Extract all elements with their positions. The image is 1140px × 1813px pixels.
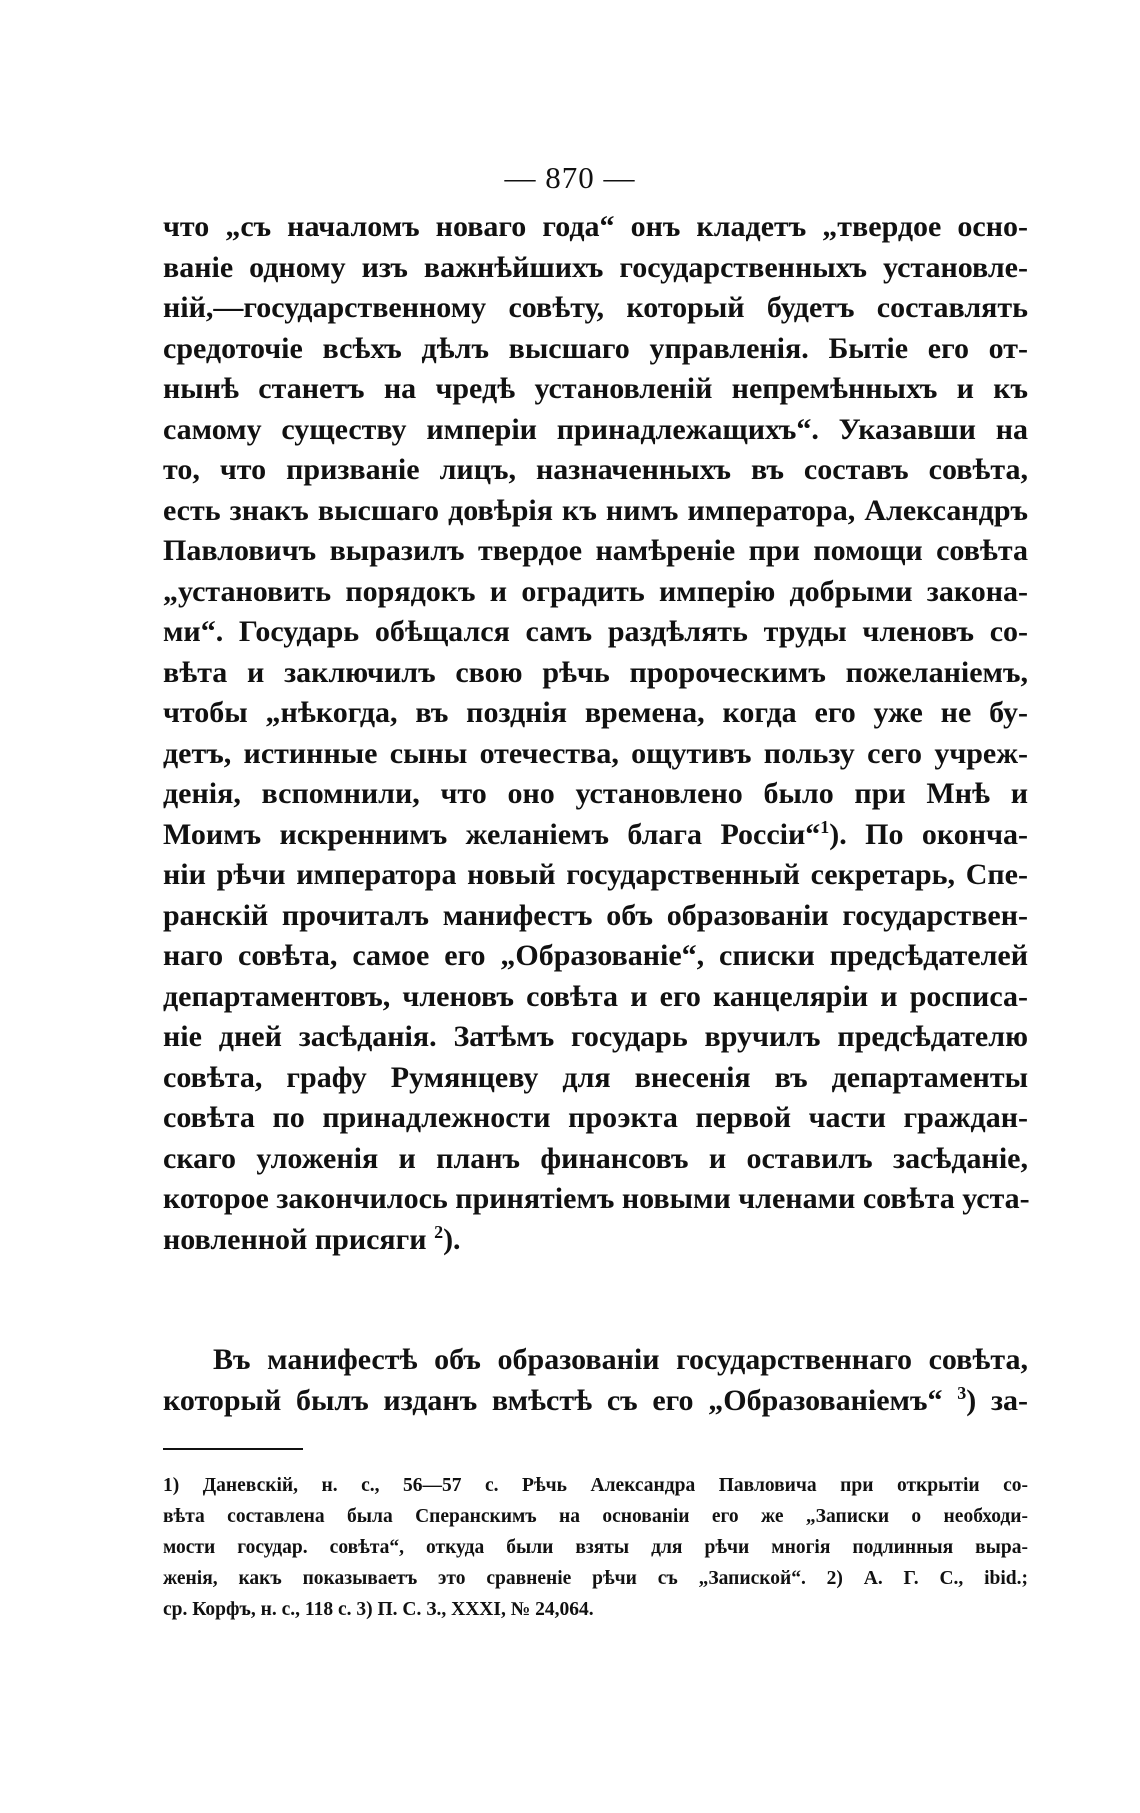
text-segment: ) за-: [966, 1383, 1028, 1417]
text-line-with-footnote-ref: [163, 815, 1028, 856]
text-segment: ). По оконча-: [829, 817, 1028, 851]
text-line: департаментовъ, членовъ совѣта и его канцеляріи и росписа-: [163, 979, 1028, 1013]
text-line: то, что призваніе лицъ, назначенныхъ въ составъ совѣта,: [163, 453, 1028, 486]
footnote-line: мости государ. совѣта“, откуда были взяты для рѣчи многія подлинныя выра-: [163, 1537, 1028, 1558]
text-segment: который былъ изданъ вмѣстѣ съ его „Образованіемъ“: [163, 1383, 958, 1417]
text-line: нынѣ станетъ на чредѣ установленій непремѣнныхъ и къ: [163, 372, 1028, 405]
text-segment: Моимъ искреннимъ желаніемъ блага Россіи“: [163, 817, 821, 851]
text-line: ній,—государственному совѣту, который будетъ составлять: [163, 291, 1028, 324]
text-line-with-footnote-ref: [163, 1381, 1028, 1422]
text-line: Въ манифестѣ объ образованіи государственнаго совѣта,: [213, 1343, 1028, 1376]
footnote-line: 1) Даневскій, н. с., 56—57 с. Рѣчь Александра Павловича при открытіи со-: [163, 1475, 1028, 1496]
text-line: ми“. Государь обѣщался самъ раздѣлять труды членовъ со-: [163, 615, 1028, 648]
text-line: ніе дней засѣданія. Затѣмъ государь вручилъ предсѣдателю: [163, 1020, 1028, 1053]
text-line: скаго уложенія и планъ финансовъ и оставилъ засѣданіе,: [163, 1141, 1028, 1175]
text-line: ранскій прочиталъ манифестъ объ образованіи государствен-: [163, 898, 1028, 932]
main-text: [163, 207, 1028, 1260]
text-line: „установить порядокъ и оградить имперію добрыми закона-: [163, 574, 1028, 608]
text-line: есть знакъ высшаго довѣрія къ нимъ императора, Александръ: [163, 493, 1028, 527]
footnote-line: ср. Корфъ, н. с., 118 с. 3) П. С. З., XXXI, № 24,064.: [163, 1599, 594, 1620]
text-line: ніи рѣчи императора новый государственный секретарь, Спе-: [163, 858, 1028, 891]
text-line: что „съ началомъ новаго года“ онъ кладетъ „твердое осно-: [163, 210, 1028, 243]
text-line: ваніе одному изъ важнѣйшихъ государственныхъ установле-: [163, 250, 1028, 284]
text-line-with-footnote-ref: [163, 1220, 1028, 1261]
text-line: самому существу имперіи принадлежащихъ“. Указавши на: [163, 412, 1028, 446]
second-paragraph: [163, 1340, 1028, 1421]
footnote-line: женія, какъ показываетъ это сравненіе рѣчи съ „Запиской“. 2) А. Г. С., ibid.;: [163, 1568, 1028, 1589]
text-line: средоточіе всѣхъ дѣлъ высшаго управленія. Бытіе его от-: [163, 331, 1028, 365]
footnote-divider: [163, 1448, 303, 1450]
footnote-line: вѣта составлена была Сперанскимъ на основаніи его же „Записки о необходи-: [163, 1506, 1028, 1527]
footnote-reference: 1: [820, 816, 830, 837]
text-line: наго совѣта, самое его „Образованіе“, списки предсѣдателей: [163, 939, 1028, 972]
text-line: вѣта и заключилъ свою рѣчь пророческимъ пожеланіемъ,: [163, 655, 1028, 689]
text-line: детъ, истинные сыны отечества, ощутивъ пользу сего учреж-: [163, 736, 1028, 770]
text-line: чтобы „нѣкогда, въ позднія времена, когда его уже не бу-: [163, 696, 1028, 729]
footnote-reference: 3: [957, 1382, 967, 1403]
text-line: совѣта, графу Румянцеву для внесенія въ департаменты: [163, 1060, 1028, 1094]
text-line: Павловичъ выразилъ твердое намѣреніе при помощи совѣта: [163, 534, 1028, 567]
footnote-reference: 2: [434, 1221, 444, 1242]
text-line: совѣта по принадлежности проэкта первой части граждан-: [163, 1101, 1028, 1134]
footnotes: [163, 1470, 1028, 1625]
text-line: денія, вспомнили, что оно установлено было при Мнѣ и: [163, 777, 1028, 810]
text-segment: новленной присяги: [163, 1222, 435, 1256]
text-segment: ).: [443, 1222, 461, 1256]
text-line: которое закончилось принятіемъ новыми членами совѣта уста-: [163, 1182, 1030, 1215]
page-number: — 870 —: [504, 160, 636, 195]
